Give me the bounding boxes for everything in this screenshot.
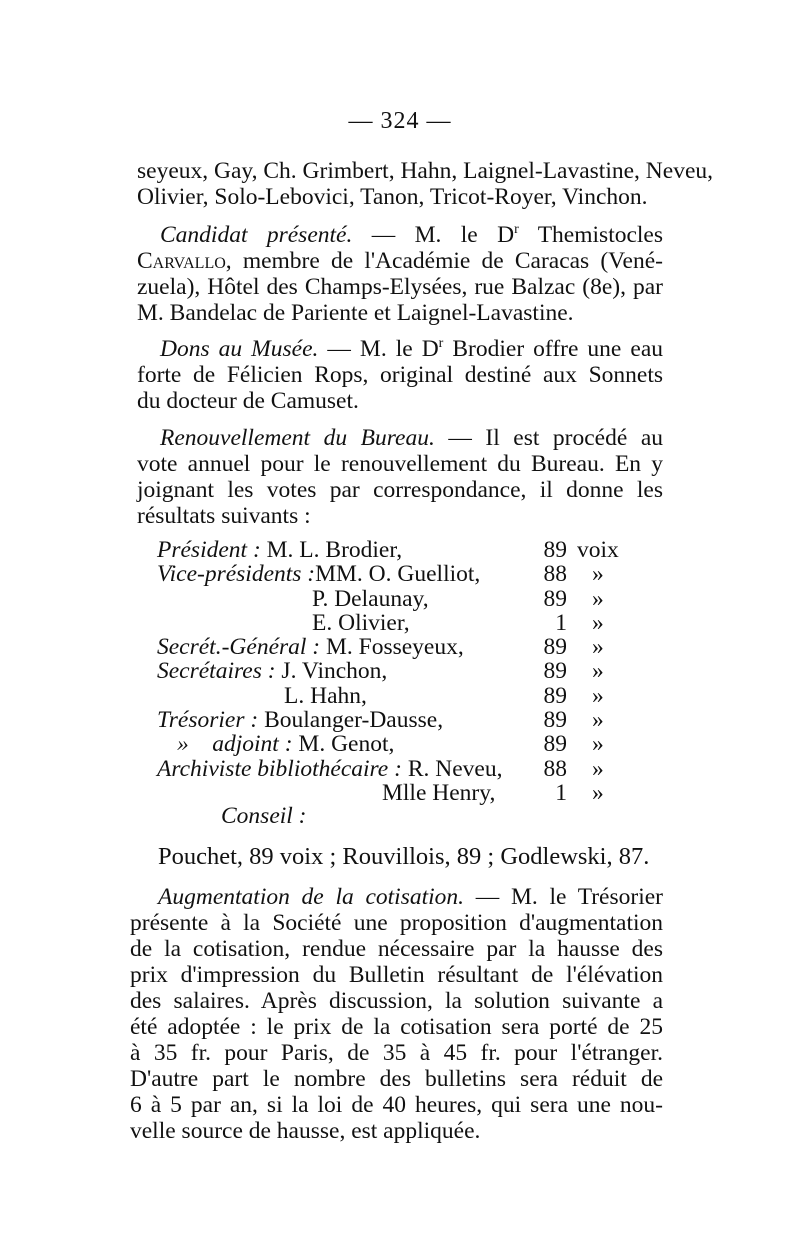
text-line: prix d'impression du Bulletin résultant de l'élévation [130, 962, 663, 988]
section-heading: Candidat présenté. [160, 222, 353, 248]
result-row [157, 538, 627, 562]
text-line: joignant les votes par correspondance, il donne les [137, 477, 663, 503]
result-row [157, 708, 627, 732]
role: Secrétaires : [157, 658, 276, 685]
text-line [137, 336, 663, 362]
text-line: D'autre part le nombre des bulletins sera réduit de [130, 1066, 663, 1092]
text-run: Themistocles [518, 222, 664, 248]
result-row [157, 781, 627, 805]
result-row [157, 684, 627, 708]
votes: 88 [543, 755, 567, 782]
candidate: M. L. Brodier, [260, 537, 403, 563]
votes: 89 [543, 537, 567, 563]
text-line: des salaires. Après discussion, la solution suivante a [130, 988, 663, 1014]
role: Président : [157, 537, 261, 563]
result-row [157, 757, 627, 781]
role: Secrét.-Général : [157, 634, 321, 661]
votes: 1 [555, 609, 567, 636]
unit: » [592, 585, 604, 612]
result-row [157, 635, 627, 659]
candidate: P. Delaunay, [312, 585, 429, 612]
role: Vice-présidents : [157, 561, 316, 588]
election-results [157, 538, 627, 805]
council-results: Pouchet, 89 voix ; Rouvillois, 89 ; Godlewski, 87. [158, 843, 650, 870]
candidate-name: Carvallo [137, 248, 226, 274]
unit: » [592, 682, 604, 709]
text-line [137, 248, 663, 274]
votes: 89 [543, 707, 567, 734]
candidate: M. Fosseyeux, [320, 634, 464, 661]
text-line: velle source de hausse, est appliquée. [130, 1118, 481, 1144]
section-heading: Augmentation de la cotisation. [158, 884, 465, 910]
text-line [137, 222, 663, 248]
result-label [157, 708, 443, 732]
result-label [157, 635, 464, 659]
section-heading: Dons au Musée. [160, 336, 319, 362]
votes: 89 [543, 731, 567, 758]
result-label [157, 562, 480, 586]
result-row [157, 611, 627, 635]
candidate-paragraph [137, 222, 663, 326]
text-line: à 35 fr. pour Paris, de 35 à 45 fr. pour l'étranger. [130, 1040, 663, 1066]
text-run: — M. le D [352, 222, 515, 248]
donations-paragraph [137, 336, 663, 414]
section-heading: Renouvellement du Bureau. [160, 425, 435, 451]
result-label [157, 659, 387, 683]
role: » adjoint : [177, 731, 293, 758]
candidate: M. Genot, [292, 731, 395, 758]
votes: 89 [543, 585, 567, 612]
superscript: r [514, 222, 519, 238]
text-line: M. Bandelac de Pariente et Laignel-Lavastine. [137, 300, 574, 326]
votes: 89 [543, 658, 567, 685]
renewal-paragraph [137, 425, 663, 529]
result-label [157, 538, 402, 562]
council-heading: Conseil : [221, 803, 307, 829]
text-run: , membre de l'Académie de Caracas (Vené- [225, 248, 663, 274]
result-label [157, 757, 502, 781]
candidate: R. Neveu, [401, 755, 503, 782]
candidate: L. Hahn, [284, 682, 367, 709]
text-line [130, 884, 663, 910]
unit: » [592, 779, 604, 806]
candidate: J. Vinchon, [275, 658, 388, 685]
votes: 88 [543, 561, 567, 588]
role: Archiviste bibliothécaire : [157, 755, 402, 782]
unit: » [592, 561, 604, 588]
votes: 1 [555, 779, 567, 806]
votes: 89 [543, 682, 567, 709]
candidate: MM. O. Guelliot, [315, 561, 481, 588]
unit: » [592, 658, 604, 685]
result-label [177, 732, 394, 756]
text-line: vote annuel pour le renouvellement du Bureau. En y [137, 451, 663, 477]
unit: » [592, 707, 604, 734]
candidate: Boulanger-Dausse, [258, 707, 444, 734]
text-line: zuela), Hôtel des Champs-Elysées, rue Balzac (8e), par [137, 274, 663, 300]
text-line: du docteur de Camuset. [137, 388, 359, 414]
text-line: seyeux, Gay, Ch. Grimbert, Hahn, Laignel-Lavastine, Neveu, [137, 158, 714, 184]
unit: voix [577, 537, 619, 563]
page-number: — 324 — [348, 108, 452, 134]
role: Trésorier : [157, 707, 259, 734]
unit: » [592, 634, 604, 661]
text-run: Brodier offre une eau [443, 336, 663, 362]
result-row [157, 562, 627, 586]
result-row [157, 659, 627, 683]
candidate: E. Olivier, [312, 609, 410, 636]
unit: » [592, 731, 604, 758]
text-line: résultats suivants : [137, 503, 311, 529]
text-run: — M. le Trésorier [464, 884, 663, 910]
result-row [157, 732, 627, 756]
text-line: 6 à 5 par an, si la loi de 40 heures, qui sera une nou- [130, 1092, 663, 1118]
text-line: Olivier, Solo-Lebovici, Tanon, Tricot-Royer, Vinchon. [137, 184, 648, 210]
votes: 89 [543, 634, 567, 661]
unit: » [592, 609, 604, 636]
text-line: présente à la Société une proposition d'augmentation [130, 910, 663, 936]
text-line: forte de Félicien Rops, original destiné aux Sonnets [137, 362, 663, 388]
text-line: de la cotisation, rendue nécessaire par la hausse des [130, 936, 663, 962]
candidate: Mlle Henry, [382, 779, 496, 806]
text-run: — Il est procédé au [434, 425, 664, 451]
result-row [157, 587, 627, 611]
text-run: — M. le D [318, 336, 439, 362]
superscript: r [438, 336, 444, 352]
text-line [137, 425, 663, 451]
text-line: été adoptée : le prix de la cotisation sera porté de 25 [130, 1014, 663, 1040]
attendees-paragraph [137, 158, 714, 210]
unit: » [592, 755, 604, 782]
dues-paragraph [130, 884, 663, 1144]
